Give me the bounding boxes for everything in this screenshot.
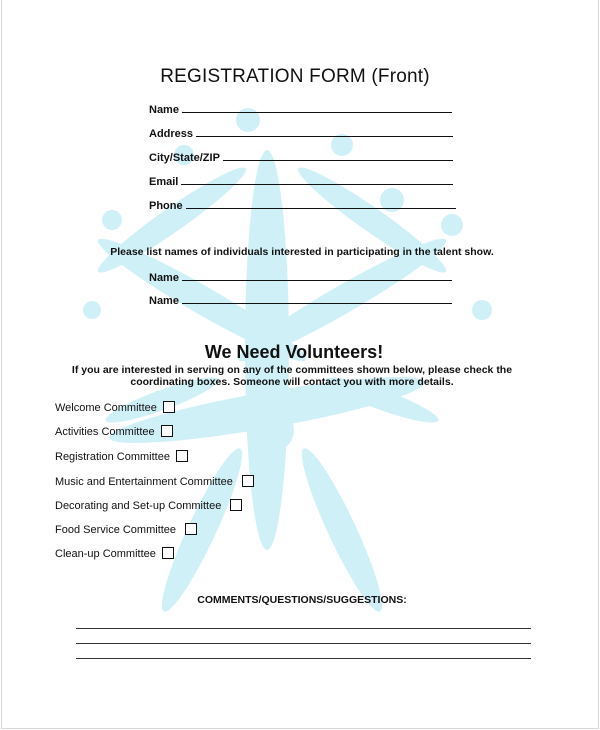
email-line[interactable] [181,174,453,185]
committee-welcome [55,401,175,414]
committee-label: Activities Committee [55,426,155,438]
email-field[interactable] [149,174,453,188]
committee-checkbox[interactable] [161,425,173,437]
comment-line-2[interactable] [76,643,531,644]
phone-label: Phone [149,200,183,212]
committee-checkbox[interactable] [242,475,254,487]
volunteers-text [42,364,542,388]
form-title: REGISTRATION FORM (Front) [160,66,430,87]
talent-name-label-1: Name [149,272,179,284]
committee-label: Decorating and Set-up Committee [55,500,222,512]
volunteers-text-line-1: If you are interested in serving on any of the committees shown below, please check the [71,364,513,376]
committee-food-service [55,523,197,536]
committee-label: Food Service Committee [55,524,177,536]
committee-music-entertainment [55,475,254,488]
people-tree-watermark [52,100,552,730]
comments-label: COMMENTS/QUESTIONS/SUGGESTIONS: [197,594,407,606]
name-line[interactable] [182,102,452,113]
committee-registration [55,450,188,463]
comment-line-1[interactable] [76,628,531,629]
phone-line[interactable] [186,198,456,209]
name-label: Name [149,104,179,116]
volunteers-heading: We Need Volunteers! [204,342,384,362]
committee-label: Clean-up Committee [55,548,156,560]
committee-checkbox[interactable] [185,523,197,535]
committee-label: Music and Entertainment Committee [55,476,233,488]
talent-name-line-1[interactable] [182,270,452,281]
talent-name-label-2: Name [149,295,179,307]
committee-checkbox[interactable] [162,547,174,559]
address-field[interactable] [149,126,453,140]
volunteers-text-line-2: coordinating boxes. Someone will contact you with more details. [130,376,454,388]
city-state-zip-field[interactable] [149,150,453,164]
committee-checkbox[interactable] [230,499,242,511]
city-state-zip-label: City/State/ZIP [149,152,220,164]
form-page [1,0,599,729]
phone-field[interactable] [149,198,456,212]
talent-name-field-1[interactable] [149,270,452,284]
comment-line-3[interactable] [76,658,531,659]
committee-activities [55,425,173,438]
address-label: Address [149,128,194,140]
name-field[interactable] [149,102,452,116]
committee-label: Welcome Committee [55,402,157,414]
talent-show-prompt: Please list names of individuals interested in participating in the talent show. [110,246,494,258]
talent-name-line-2[interactable] [182,293,452,304]
city-state-zip-line[interactable] [223,150,453,161]
talent-name-field-2[interactable] [149,293,452,307]
committee-label: Registration Committee [55,451,170,463]
committee-checkbox[interactable] [163,401,175,413]
committee-clean-up [55,547,174,560]
committee-decorating-setup [55,499,242,512]
address-line[interactable] [196,126,453,137]
email-label: Email [149,176,179,188]
committee-checkbox[interactable] [176,450,188,462]
